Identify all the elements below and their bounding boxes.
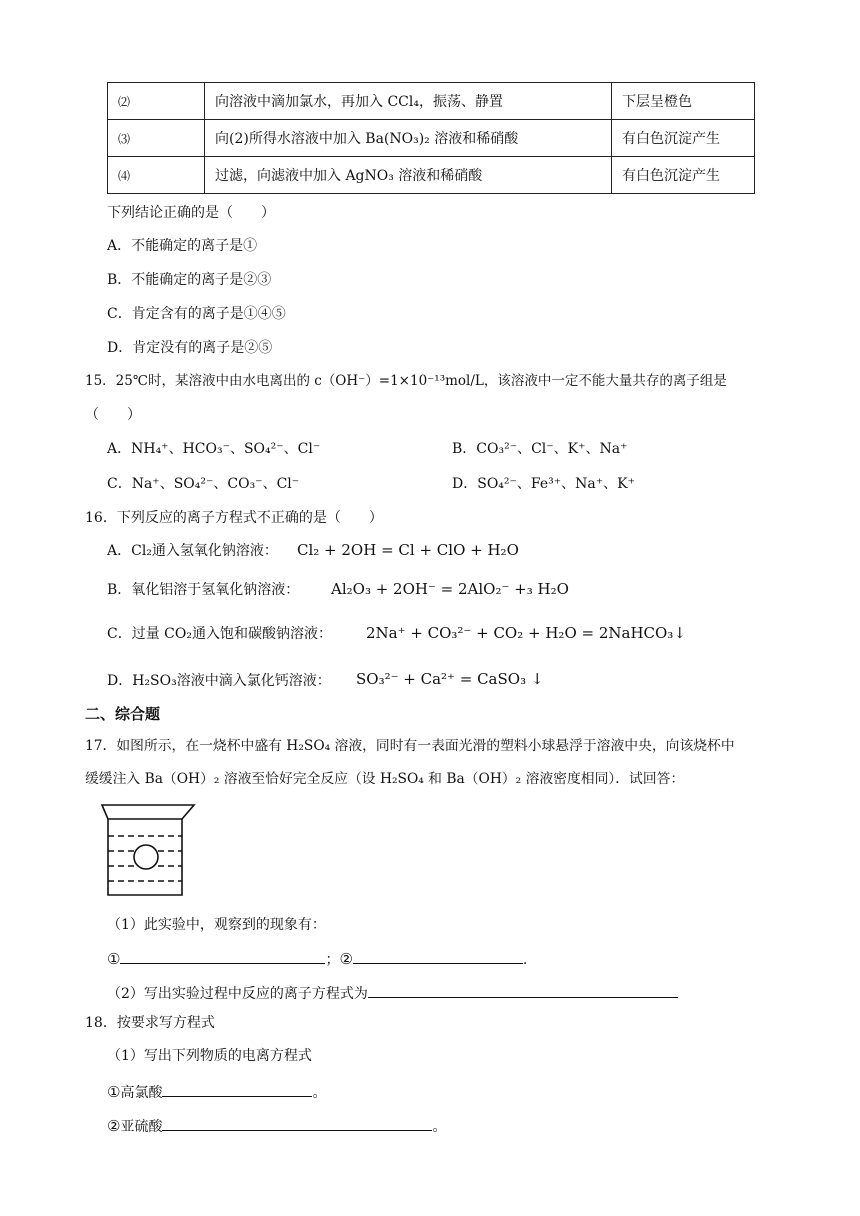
result-cell: 下层呈橙色 xyxy=(612,83,755,120)
operation-cell: 向(2)所得水溶液中加入 Ba(NO₃)₂ 溶液和稀硝酸 xyxy=(205,120,612,157)
q17-stem-line2: 缓缓注入 Ba（OH）₂ 溶液至恰好完全反应（设 H₂SO₄ 和 Ba（OH）₂ 溶液密度相同）．试回答： xyxy=(85,771,685,787)
q18-stem: 18．按要求写方程式 xyxy=(85,1015,215,1031)
section-heading: 二、综合题 xyxy=(85,705,161,723)
q16-option-b-equation: Al₂O₃ + 2OH⁻ = 2AlO₂⁻ +₃ H₂O xyxy=(331,580,569,598)
answer-blank-3[interactable] xyxy=(368,983,678,998)
q16-option-d-label: D．H₂SO₃溶液中滴入氯化钙溶液： xyxy=(107,673,331,689)
q15-stem-line2: （ ） xyxy=(85,407,141,423)
q16-option-b-label: B．氧化铝溶于氢氧化钠溶液： xyxy=(107,582,300,598)
sentence-end: . xyxy=(522,952,528,968)
separator: ； xyxy=(325,952,340,968)
q14-option-a: A．不能确定的离子是① xyxy=(107,238,258,254)
answer-blank-2[interactable] xyxy=(353,949,523,964)
sentence-end: 。 xyxy=(432,1119,447,1135)
q14-option-c: C．肯定含有的离子是①④⑤ xyxy=(107,306,286,322)
result-cell: 有白色沉淀产生 xyxy=(612,157,755,194)
answer-marker: ② xyxy=(107,1117,121,1135)
table-row xyxy=(108,157,755,194)
q15-option-d: D．SO₄²⁻、Fe³⁺、Na⁺、K⁺ xyxy=(452,476,635,492)
answer-blank-4[interactable] xyxy=(162,1082,312,1097)
q15-option-a: A．NH₄⁺、HCO₃⁻、SO₄²⁻、Cl⁻ xyxy=(107,441,321,457)
q15-stem-line1: 15．25℃时，某溶液中由水电离出的 c（OH⁻）=1×10⁻¹³mol/L，该溶液中一定不能大量共存的离子组是 xyxy=(85,373,727,389)
q17-stem-line1: 17．如图所示，在一烧杯中盛有 H₂SO₄ 溶液，同时有一表面光滑的塑料小球悬浮于溶液中央，向该烧杯中 xyxy=(85,738,735,754)
q17-sub2-line xyxy=(107,983,678,1001)
result-cell: 有白色沉淀产生 xyxy=(612,120,755,157)
operation-cell: 过滤，向滤液中加入 AgNO₃ 溶液和稀硝酸 xyxy=(205,157,612,194)
q16-option-a-label: A．Cl₂通入氢氧化钠溶液： xyxy=(107,543,278,559)
q16-stem: 16．下列反应的离子方程式不正确的是（ ） xyxy=(85,510,383,526)
q14-stem: 下列结论正确的是（ ） xyxy=(107,205,275,221)
q16-option-c-label: C．过量 CO₂通入饱和碳酸钠溶液： xyxy=(107,626,332,642)
answer-blank-5[interactable] xyxy=(162,1116,432,1131)
q17-sub2: （2）写出实验过程中反应的离子方程式为 xyxy=(107,986,368,1002)
q15-option-b: B．CO₃²⁻、Cl⁻、K⁺、Na⁺ xyxy=(452,441,628,457)
q18-item1 xyxy=(107,1082,326,1100)
q16-option-a-equation: Cl₂ + 2OH = Cl + ClO + H₂O xyxy=(297,541,519,559)
q17-observations xyxy=(107,949,527,967)
q17-sub1: （1）此实验中，观察到的现象有： xyxy=(107,917,326,933)
sentence-end: 。 xyxy=(312,1085,327,1101)
item-label: 高氯酸 xyxy=(120,1085,163,1101)
step-cell: ⑷ xyxy=(108,157,205,194)
operation-cell: 向溶液中滴加氯水，再加入 CCl₄，振荡、静置 xyxy=(205,83,612,120)
q16-option-c-equation: 2Na⁺ + CO₃²⁻ + CO₂ + H₂O = 2NaHCO₃↓ xyxy=(366,624,686,642)
answer-blank-1[interactable] xyxy=(120,949,325,964)
item-label: 亚硫酸 xyxy=(120,1119,163,1135)
step-cell: ⑵ xyxy=(108,83,205,120)
beaker-icon xyxy=(102,805,194,895)
q18-item2 xyxy=(107,1116,446,1134)
q15-option-c: C．Na⁺、SO₄²⁻、CO₃⁻、Cl⁻ xyxy=(107,476,300,492)
table-row xyxy=(108,120,755,157)
q18-sub1: （1）写出下列物质的电离方程式 xyxy=(107,1048,312,1064)
q16-option-d-equation: SO₃²⁻ + Ca²⁺ = CaSO₃ ↓ xyxy=(356,670,544,688)
answer-marker: ① xyxy=(107,950,121,968)
answer-marker: ② xyxy=(339,950,353,968)
answer-marker: ① xyxy=(107,1083,121,1101)
beaker-figure xyxy=(100,803,196,899)
table-row xyxy=(108,83,755,120)
experiment-table xyxy=(107,82,755,194)
step-cell: ⑶ xyxy=(108,120,205,157)
q14-option-b: B．不能确定的离子是②③ xyxy=(107,272,272,288)
q14-option-d: D．肯定没有的离子是②⑤ xyxy=(107,340,273,356)
